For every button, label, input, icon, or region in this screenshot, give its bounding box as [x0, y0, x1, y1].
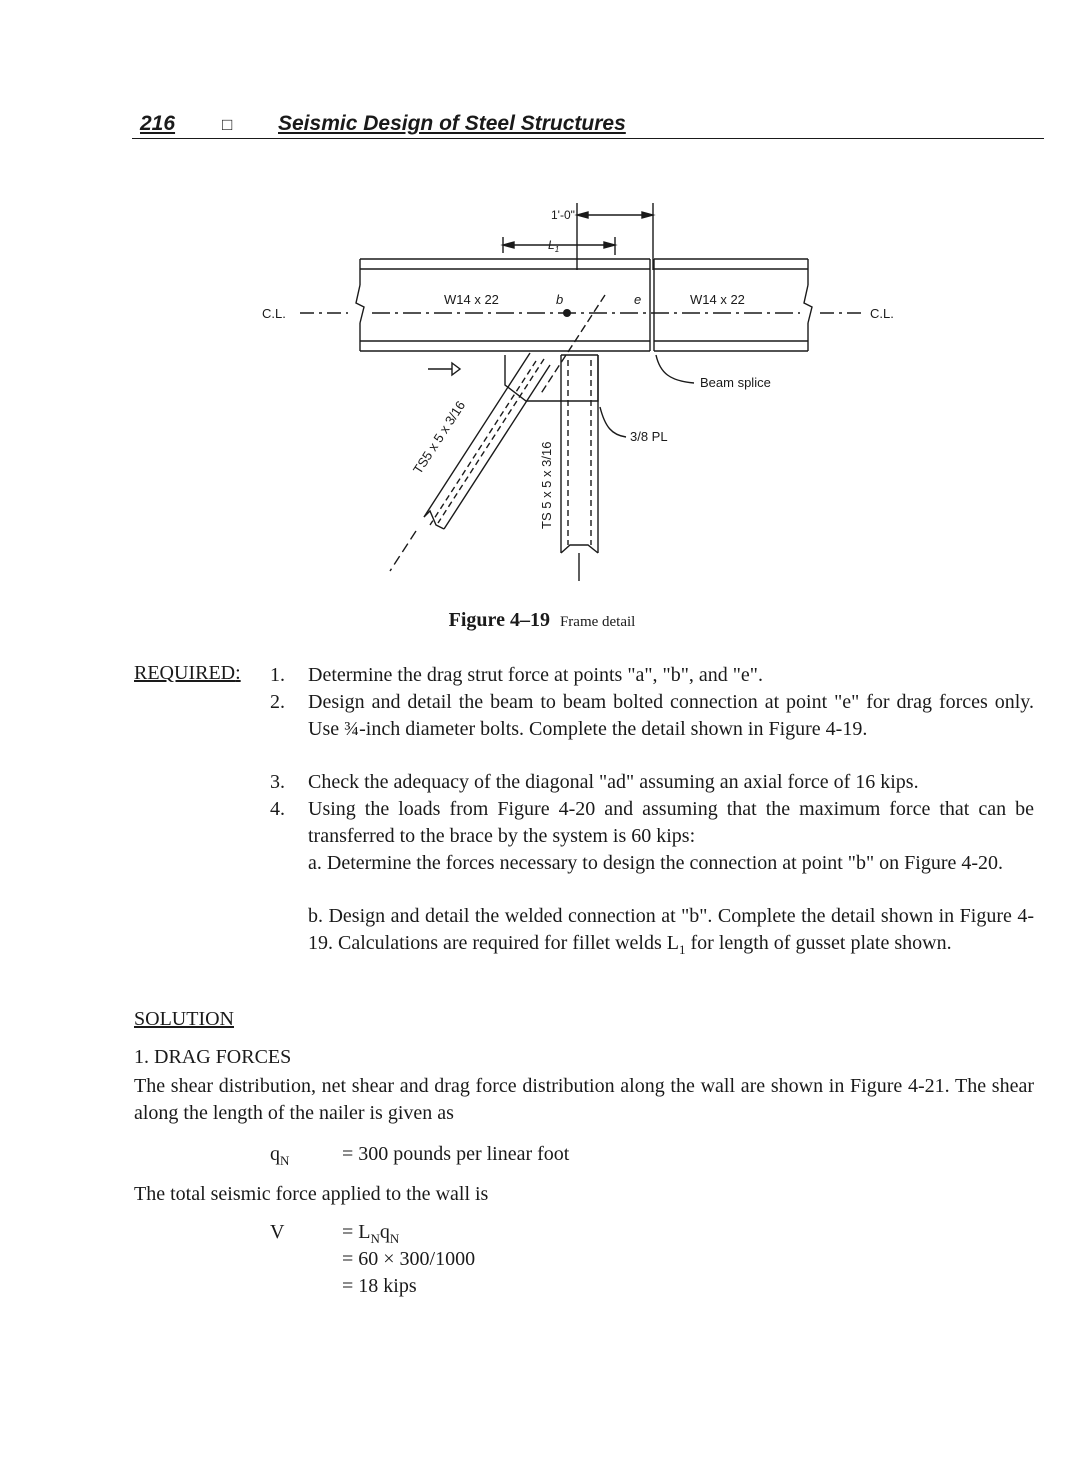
- page-number: 216: [140, 112, 176, 135]
- dimension-top-label: 1'-0": [551, 208, 575, 222]
- running-header: [132, 112, 1044, 139]
- required-item-2: 2. Design and detail the beam to beam bolted connection at point "e" for drag forces only. Use ¾-inch diameter bolts. Complete the detail shown in Figure 4-19.: [270, 691, 1034, 740]
- beam-left-label: W14 x 22: [444, 292, 499, 307]
- frame-detail-drawing: [260, 195, 920, 595]
- drag-forces-paragraph: The shear distribution, net shear and drag force distribution along the wall are shown in Figure 4-21. The shear along the length of the nailer is given as: [134, 1075, 1034, 1124]
- required-sub-b: b. Design and detail the welded connection at "b". Complete the detail shown in Figure 4-19. Calculations are required for fillet welds $L_1$ for length of gusset plate shown.: [308, 905, 1034, 957]
- required-item-3: 3. Check the adequacy of the diagonal "ad" assuming an axial force of 16 kips.: [270, 771, 919, 793]
- required-item-1: 1. Determine the drag strut force at points "a", "b", and "e".: [270, 664, 763, 686]
- required-item-4: 4. Using the loads from Figure 4-20 and assuming that the maximum force that can be transferred to the brace by the system is 60 kips:: [270, 798, 1034, 847]
- equation-total-force-2: = 60 × 300/1000: [342, 1248, 476, 1270]
- solution-heading: SOLUTION: [134, 1008, 234, 1030]
- figure-caption: [0, 609, 1084, 632]
- beam-splice-label: Beam splice: [700, 375, 771, 390]
- required-heading: REQUIRED:: [134, 662, 241, 684]
- centerline-right-label: C.L.: [870, 306, 894, 321]
- beam-right-label: W14 x 22: [690, 292, 745, 307]
- point-b-marker: [563, 309, 571, 317]
- brace-label: TS5 x 5 x 3/16: [409, 398, 469, 477]
- figure-caption-label: Figure 4–19: [448, 609, 550, 631]
- header-separator-icon: □: [222, 115, 233, 134]
- drag-forces-heading: 1. DRAG FORCES: [134, 1046, 292, 1068]
- figure-caption-description: Frame detail: [559, 614, 636, 630]
- plate-label: 3/8 PL: [630, 429, 668, 444]
- point-e-label: e: [634, 292, 642, 307]
- dimension-l1-label: $L_1$: [548, 238, 560, 254]
- equation-total-force-3: = 18 kips: [342, 1275, 417, 1297]
- running-title: Seismic Design of Steel Structures: [278, 112, 626, 135]
- total-force-text: The total seismic force applied to the wall is: [134, 1183, 489, 1205]
- centerline-left-label: C.L.: [262, 306, 286, 321]
- column-label: TS 5 x 5 x 3/16: [539, 441, 554, 529]
- required-sub-a: a. Determine the forces necessary to design the connection at point "b" on Figure 4-20.: [308, 852, 1004, 874]
- point-b-label: b: [556, 292, 564, 307]
